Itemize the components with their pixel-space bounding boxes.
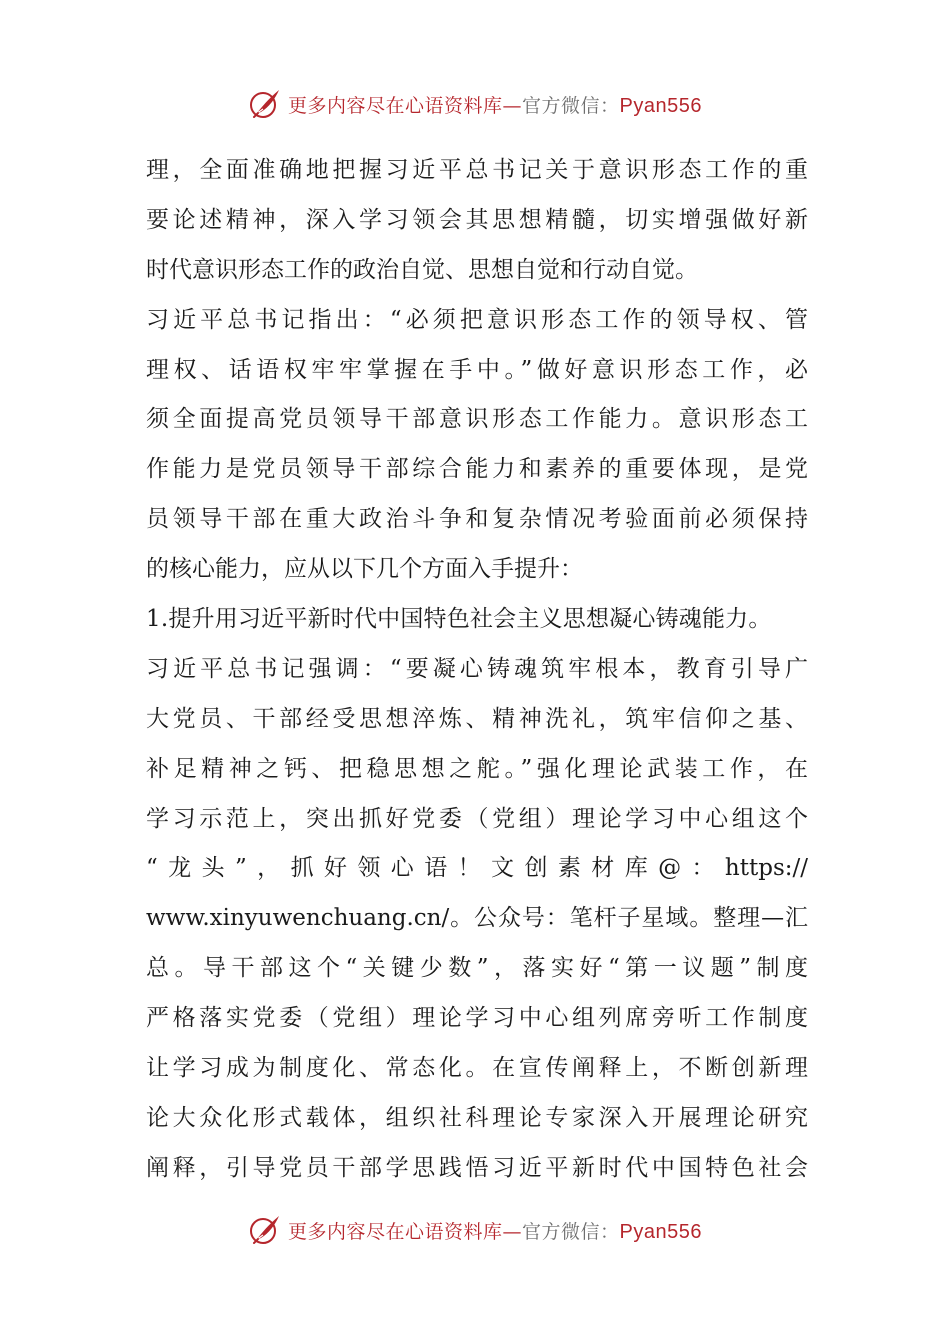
body-line: 阐释，引导党员干部学思践悟习近平新时代中国特色社会 (146, 1154, 808, 1181)
body-line: 论大众化形式载体，组织社科理论专家深入开展理论研究 (146, 1104, 808, 1131)
body-line: 理，全面准确地把握习近平总书记关于意识形态工作的重 (146, 157, 808, 183)
body-line: 作能力是党员领导干部综合能力和素养的重要体现，是党 (146, 456, 808, 483)
body-line: 习近平总书记指出：“必须把意识形态工作的领导权、管 (146, 306, 808, 333)
watermark-brand: Pyan556 (619, 1220, 702, 1243)
watermark-dash: — (502, 94, 523, 117)
body-line: 让学习成为制度化、常态化。在宣传阐释上，不断创新理 (146, 1055, 808, 1082)
header-watermark (0, 84, 950, 124)
watermark-site-text: 更多内容尽在心语资料库 (288, 1220, 503, 1243)
body-line: 须全面提高党员领导干部意识形态工作能力。意识形态工 (146, 406, 808, 433)
watermark-dash: — (502, 1220, 523, 1243)
watermark-wechat-label: 官方微信： (522, 94, 620, 117)
body-line: “龙头”，抓好领心语！文创素材库@：https:// (146, 855, 808, 882)
footer-watermark (0, 1210, 950, 1250)
body-line: 总。导干部这个“关键少数”，落实好“第一议题”制度 (146, 955, 808, 982)
quill-pen-circle-icon (248, 1213, 282, 1247)
watermark-wechat-label: 官方微信： (522, 1220, 620, 1243)
document-body (146, 146, 808, 1194)
body-line: 的核心能力，应从以下几个方面入手提升： (146, 556, 583, 583)
quill-pen-circle-icon (248, 87, 282, 121)
body-line: 要论述精神，深入学习领会其思想精髓，切实增强做好新 (146, 206, 808, 233)
body-line: 时代意识形态工作的政治自觉、思想自觉和行动自觉。 (146, 256, 698, 283)
body-line: 严格落实党委（党组）理论学习中心组列席旁听工作制度 (146, 1005, 808, 1032)
watermark-site-text: 更多内容尽在心语资料库 (288, 94, 503, 117)
body-line: 员领导干部在重大政治斗争和复杂情况考验面前必须保持 (146, 506, 808, 533)
section-heading: 1.提升用习近平新时代中国特色社会主义思想凝心铸魂能力。 (146, 606, 772, 633)
body-line: 理权、话语权牢牢掌握在手中。”做好意识形态工作，必 (146, 356, 808, 383)
watermark-brand: Pyan556 (619, 94, 702, 117)
body-line: 补足精神之钙、把稳思想之舵。”强化理论武装工作，在 (146, 755, 808, 782)
body-line: 学习示范上，突出抓好党委（党组）理论学习中心组这个 (146, 805, 808, 832)
body-line: 大党员、干部经受思想淬炼、精神洗礼，筑牢信仰之基、 (146, 705, 808, 732)
body-line: 习近平总书记强调：“要凝心铸魂筑牢根本，教育引导广 (146, 655, 808, 682)
body-line: www.xinyuwenchuang.cn/。公众号：笔杆子星域。整理—汇 (146, 905, 808, 932)
